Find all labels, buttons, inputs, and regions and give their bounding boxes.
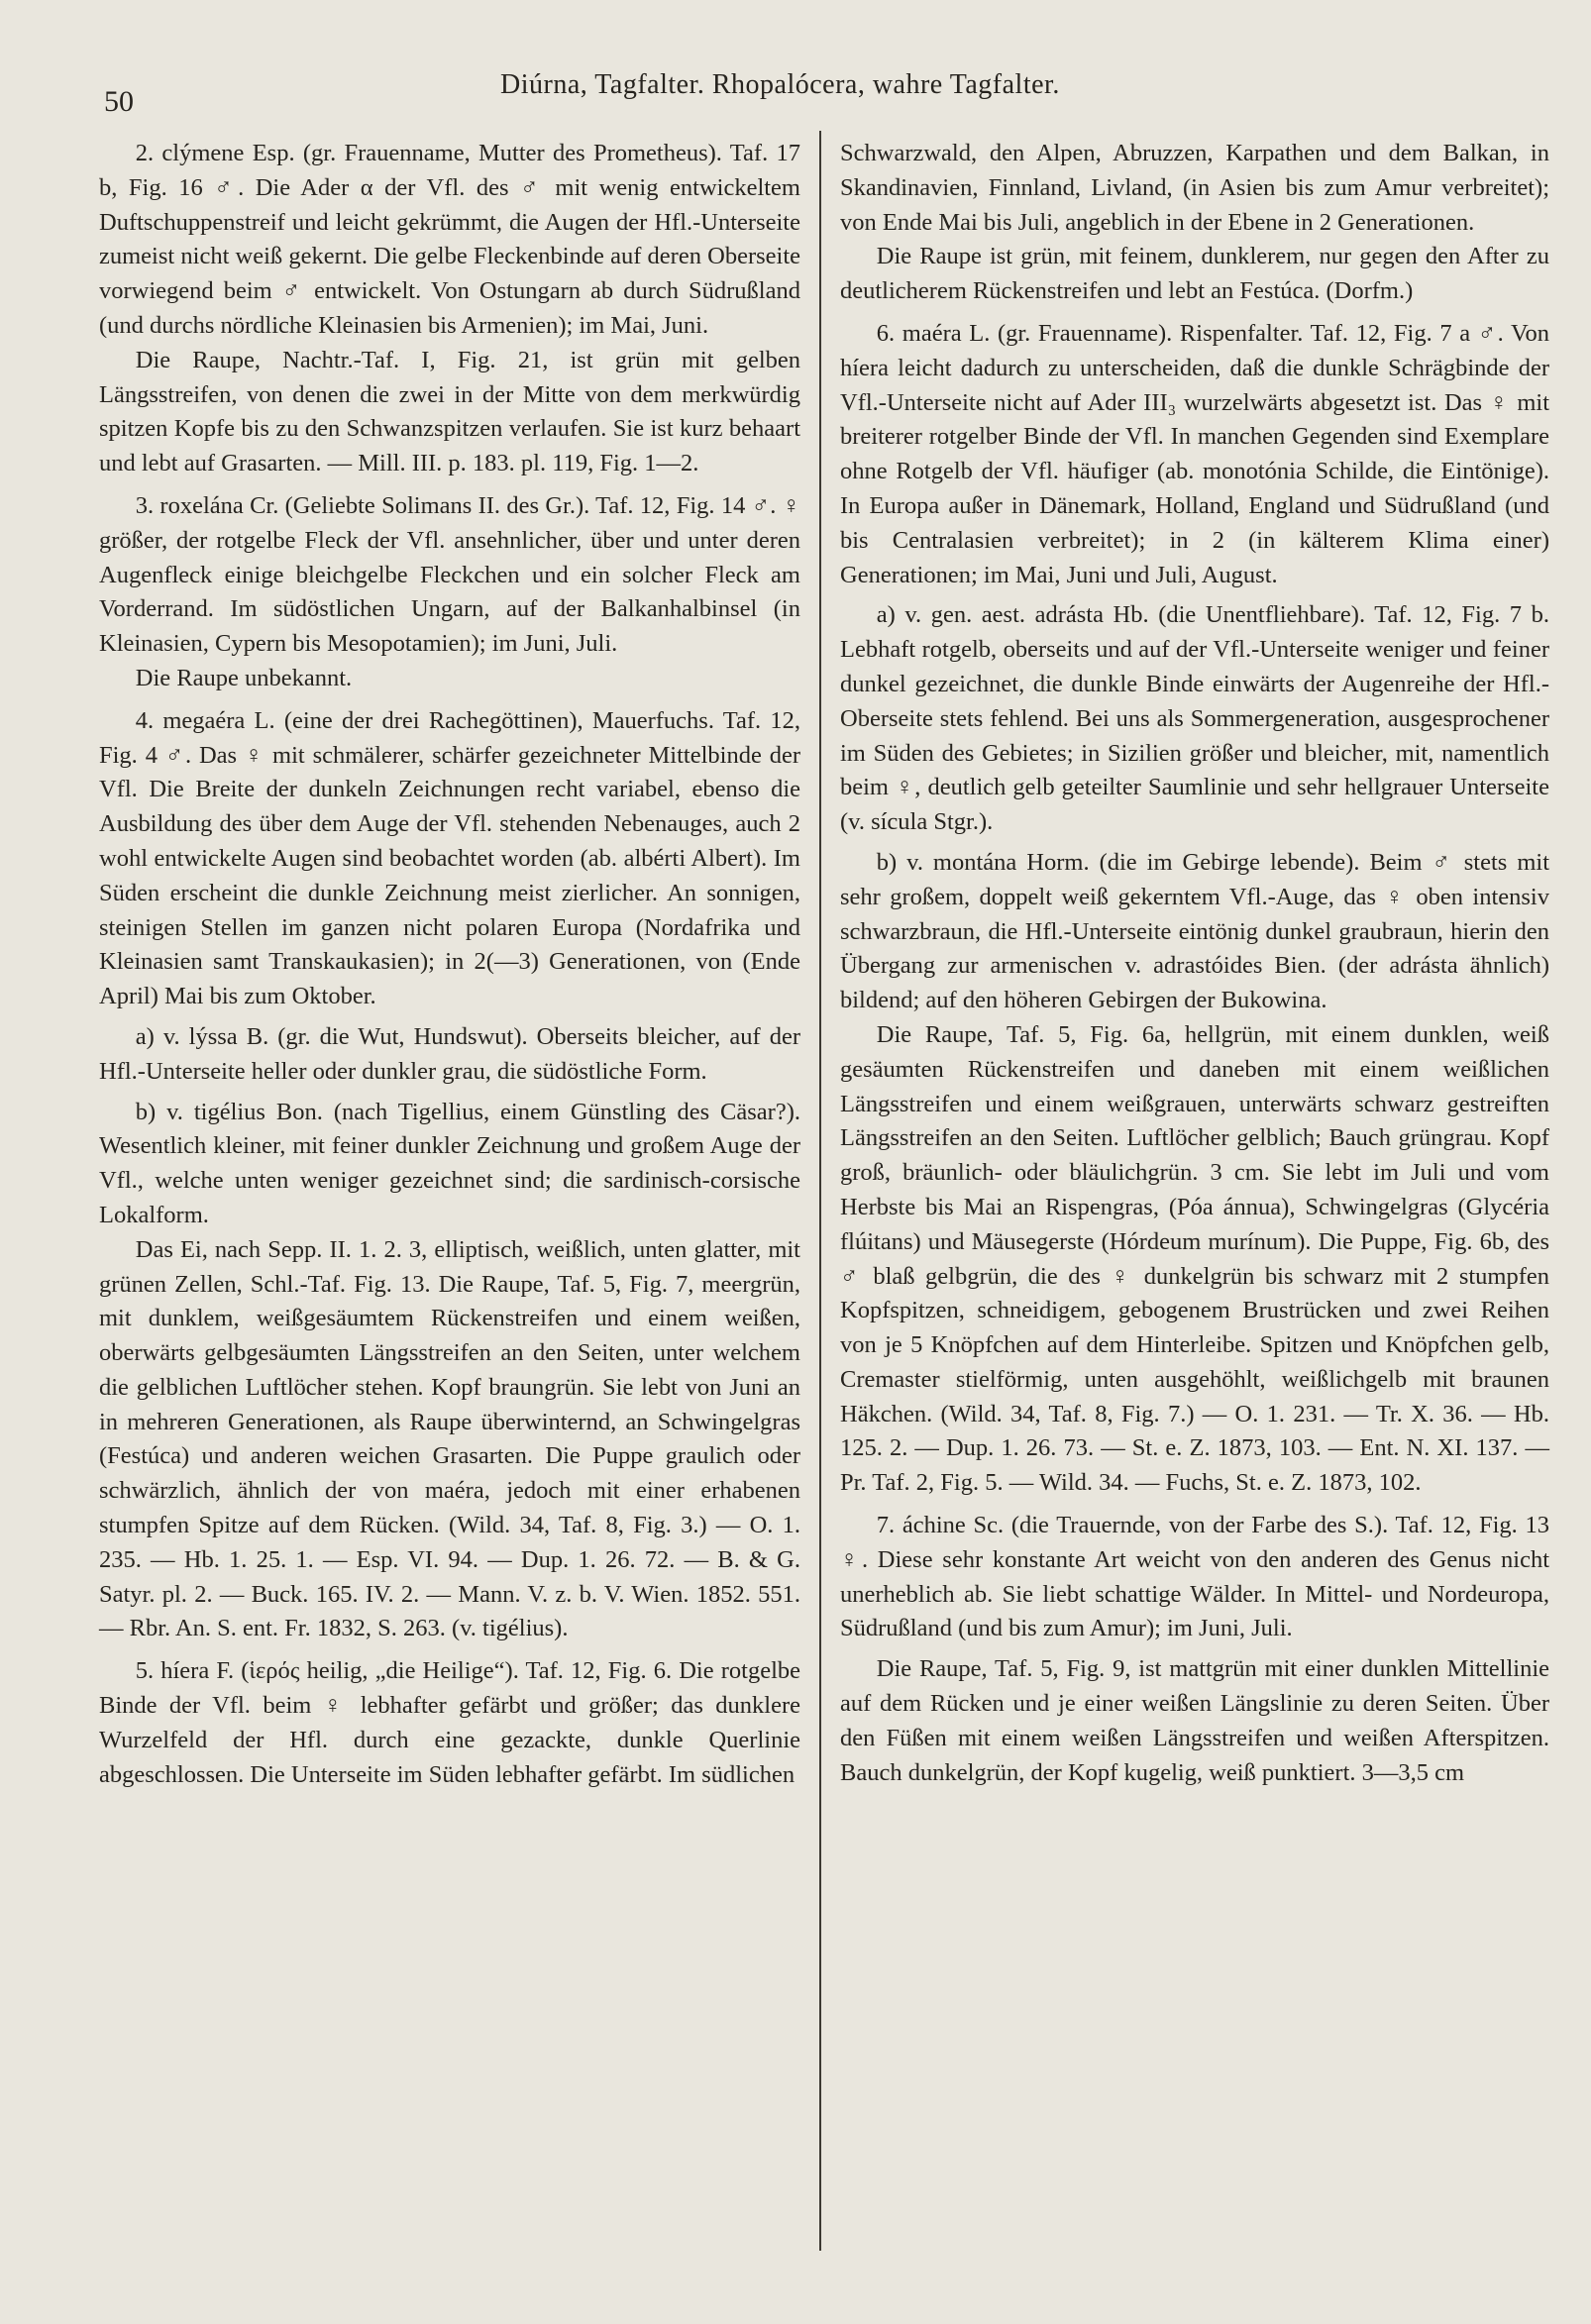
entry-megaera: 4. megaéra L. (eine der drei Rachegöttinen), Mauerfuchs. Taf. 12, Fig. 4 ♂. Das ♀ mit schmälerer, schärfer gezeichneter Mittelbinde der Vfl. Die Breite der dunkeln Zeichnungen recht variabel, ebenso die Ausbildung des über dem Auge der Vfl. stehenden Nebenauges, auch 2 wohl entwickelte Augen sind beobachtet worden (ab. albérti Albert). Im Süden erscheint die dunkle Zeichnung meist zierlicher. An sonnigen, steinigen Stellen im ganzen nicht polaren Europa (Nordafrika und Kleinasien samt Transkaukasien); in 2(—3) Generationen, von (Ende April) Mai bis zum Oktober. <box>99 706 800 1010</box>
entry-maera: 6. maéra L. (gr. Frauenname). Rispenfalter. Taf. 12, Fig. 7 a ♂. Von híera leicht dadurch zu unterscheiden, daß die dunkle Schrägbinde der Vfl.-Unterseite nicht auf Ader III₃ wurzelwärts abgesetzt ist. Das ♀ mit breiterer rotgelber Binde der Vfl. In manchen Gegenden sind Exemplare ohne Rotgelb der Vfl. häufiger (ab. monotónia Schilde, die Eintönige). In Europa außer in Dänemark, Holland, England und Südrußland (und bis Centralasien verbreitet); in 2 (in kälterem Klima einer) Generationen; im Mai, Juni und Juli, August. <box>840 319 1549 588</box>
maera-raupe: Die Raupe, Taf. 5, Fig. 6a, hellgrün, mit einem dunklen, weiß gesäumten Rückenstreifen und daneben mit einem weißlichen Längsstreifen und einem weißgrauen, unterwärts schwarz gestreiften Längsstreifen an den Seiten. Luftlöcher gelblich; Bauch grüngrau. Kopf groß, bräunlich- oder bläulichgrün. 3 cm. Sie lebt im Juli und vom Herbste bis Mai an Rispengras, (Póa ánnua), Schwingelgras (Glycéria flúitans) und Mäusegerste (Hórdeum murínum). Die Puppe, Fig. 6b, des ♂ blaß gelbgrün, die des ♀ dunkelgrün bis schwarz mit 2 stumpfen Kopfspitzen, schneidigem, gebogenem Brustrücken und zwei Reihen von je 5 Knöpfchen auf dem Hinterleibe. Spitzen und Knöpfchen gelb, Cremaster stielförmig, unten ausgehöhlt, weißlichgelb mit braunen Häkchen. (Wild. 34, Taf. 8, Fig. 7.) — O. 1. 231. — Tr. X. 36. — Hb. 125. 2. — Dup. 1. 26. 73. — St. e. Z. 1873, 103. — Ent. N. XI. 137. — Pr. Taf. 2, Fig. 5. — Wild. 34. — Fuchs, St. e. Z. 1873, 102. <box>840 1020 1549 1497</box>
megaera-var-lyssa: a) v. lýssa B. (gr. die Wut, Hundswut). Oberseits bleicher, auf der Hfl.-Unterseite heller oder dunkler grau, die südöstliche Form. <box>99 1022 800 1085</box>
entry-hiera: 5. híera F. (ἱερός heilig, „die Heilige“). Taf. 12, Fig. 6. Die rotgelbe Binde der Vfl. beim ♀ lebhafter gefärbt und größer; das dunklere Wurzelfeld der Hfl. durch eine gezackte, dunkle Querlinie abgeschlossen. Die Unterseite im Süden lebhafter gefärbt. Im südlichen <box>99 1657 800 1788</box>
hiera-continued: Schwarzwald, den Alpen, Abruzzen, Karpathen und dem Balkan, in Skandinavien, Finnland, Livland, (in Asien bis zum Amur verbreitet); von Ende Mai bis Juli, angeblich in der Ebene in 2 Generationen. <box>840 140 1549 236</box>
running-title: Diúrna, Tagfalter. Rhopalócera, wahre Tagfalter. <box>500 69 1060 100</box>
achine-raupe: Die Raupe, Taf. 5, Fig. 9, ist mattgrün mit einer dunklen Mittellinie auf dem Rücken und je einer weißen Längslinie zu deren Seiten. Über den Füßen mit einem weißen Längsstreifen und weißen Afterspitzen. Bauch dunkelgrün, der Kopf kugelig, weiß punktiert. 3—3,5 cm <box>840 1655 1549 1786</box>
megaera-var-tigelius: b) v. tigélius Bon. (nach Tigellius, einem Günstling des Cäsar?). Wesentlich kleiner, mit feiner dunkler Zeichnung und großem Auge der Vfl., welche unten weniger gezeichnet sind; die sardinisch-corsische Lokalform. <box>99 1098 800 1228</box>
column-divider <box>819 131 821 2251</box>
hiera-raupe: Die Raupe ist grün, mit feinem, dunklerem, nur gegen den After zu deutlicherem Rückenstreifen und lebt an Festúca. (Dorfm.) <box>840 243 1549 305</box>
maera-var-montana: b) v. montána Horm. (die im Gebirge lebende). Beim ♂ stets mit sehr großem, doppelt weiß gekerntem Vfl.-Auge, das ♀ oben intensiv schwarzbraun, die Hfl.-Unterseite eintönig dunkel graubraun, hierin den Übergang zur armenischen v. adrastóides Bien. (der adrásta ähnlich) bildend; auf den höheren Gebirgen der Bukowina. <box>840 848 1549 1014</box>
maera-var-adrasta: a) v. gen. aest. adrásta Hb. (die Unentfliehbare). Taf. 12, Fig. 7 b. Lebhaft rotgelb, oberseits und auf der Vfl.-Unterseite weniger und feiner dunkel gezeichnet, die dunkle Binde einwärts der Augenreihe der Hfl.-Oberseite stets fehlend. Bei uns als Sommergeneration, ausgesprochener im Süden des Gebietes; in Sizilien größer und bleicher, mit, namentlich beim ♀, deutlich gelb geteilter Saumlinie und sehr hellgrauer Unterseite (v. sícula Stgr.). <box>840 601 1549 836</box>
page-header <box>104 67 1560 117</box>
entry-roxelana: 3. roxelána Cr. (Geliebte Solimans II. des Gr.). Taf. 12, Fig. 14 ♂. ♀ größer, der rotgelbe Fleck der Vfl. ansehnlicher, über und unter deren Augenfleck einige bleichgelbe Fleckchen und ein solcher Fleck am Vorderrand. Im südöstlichen Ungarn, auf der Balkanhalbinsel (in Kleinasien, Cypern bis Mesopotamien); im Juni, Juli. <box>99 491 800 658</box>
page-number: 50 <box>104 85 134 118</box>
roxelana-raupe: Die Raupe unbekannt. <box>135 664 353 691</box>
clymene-raupe: Die Raupe, Nachtr.-Taf. I, Fig. 21, ist grün mit gelben Längsstreifen, von denen die zwei in der Mitte von dem merkwürdig spitzen Kopfe bis zu den Schwanzspitzen verlaufen. Sie ist kurz behaart und lebt auf Grasarten. — Mill. III. p. 183. pl. 119, Fig. 1—2. <box>99 346 800 477</box>
entry-clymene: 2. clýmene Esp. (gr. Frauenname, Mutter des Prometheus). Taf. 17 b, Fig. 16 ♂. Die Ader α der Vfl. des ♂ mit wenig entwickeltem Duftschuppenstreif und leicht gekrümmt, die Augen der Hfl.-Unterseite zumeist nicht weiß gekernt. Die gelbe Fleckenbinde auf deren Oberseite vorwiegend beim ♂ entwickelt. Von Ostungarn ab durch Südrußland (und durchs nördliche Kleinasien bis Armenien); im Mai, Juni. <box>99 140 800 339</box>
entry-achine: 7. áchine Sc. (die Trauernde, von der Farbe des S.). Taf. 12, Fig. 13 ♀. Diese sehr konstante Art weicht von den anderen des Genus nicht unerheblich ab. Sie liebt schattige Wälder. In Mittel- und Nordeuropa, Südrußland (und bis zum Amur); im Juni, Juli. <box>840 1512 1549 1642</box>
left-column <box>99 137 800 2316</box>
right-column <box>840 137 1549 2316</box>
megaera-ei-raupe: Das Ei, nach Sepp. II. 1. 2. 3, elliptisch, weißlich, unten glatter, mit grünen Zellen, Schl.-Taf. Fig. 13. Die Raupe, Taf. 5, Fig. 7, meergrün, mit dunklem, weißgesäumtem Rückenstreifen und einem weißen, oberwärts gelbgesäumten Längsstreifen an den Seiten, unter welchem die gelblichen Luftlöcher stehen. Kopf braungrün. Sie lebt von Juni an in mehreren Generationen, als Raupe überwinternd, an Schwingelgras (Festúca) und anderen weichen Grasarten. Die Puppe graulich oder schwärzlich, ähnlich der von maéra, jedoch mit einer erhabenen stumpfen Spitze auf dem Rücken. (Wild. 34, Taf. 8, Fig. 3.) — O. 1. 235. — Hb. 1. 25. 1. — Esp. VI. 94. — Dup. 1. 26. 72. — B. & G. Satyr. pl. 2. — Buck. 165. IV. 2. — Mann. V. z. b. V. Wien. 1852. 551. — Rbr. An. S. ent. Fr. 1832, S. 263. (v. tigélius). <box>99 1235 800 1642</box>
